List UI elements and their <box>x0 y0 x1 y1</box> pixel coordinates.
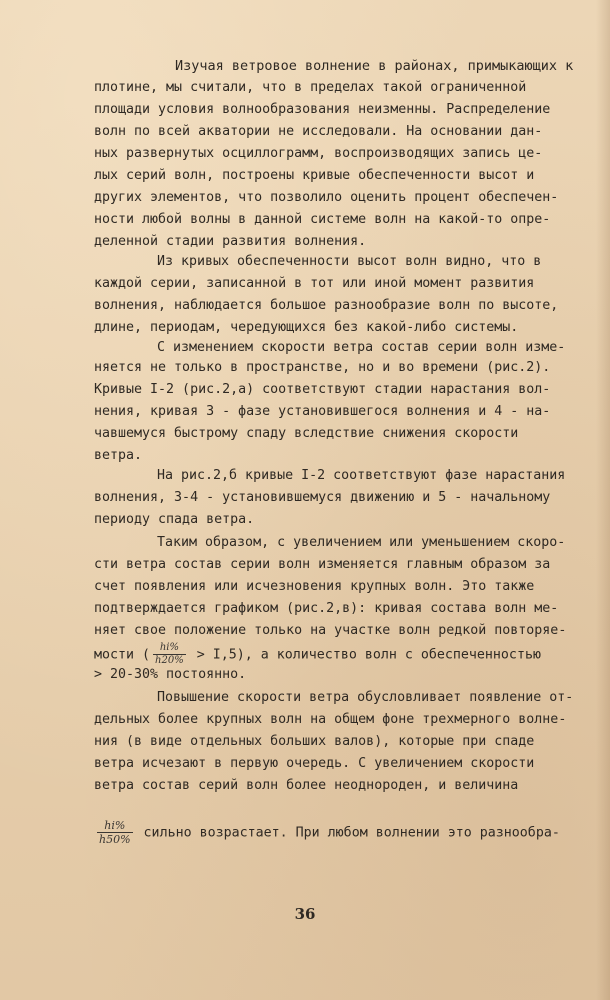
text-line: ности любой волны в данной системе волн на какой-то опре- <box>94 212 551 227</box>
text-line: ния (в виде отдельных больших валов), которые при спаде <box>94 734 535 749</box>
text-line: Таким образом, с увеличением или уменьшением скоро- <box>157 535 566 550</box>
text-line: ветра исчезают в первую очередь. С увеличением скорости <box>94 756 535 771</box>
text-line: няется не только в пространстве, но и во времени (рис.2). <box>94 360 551 375</box>
text-line: площади условия волнообразования неизменны. Распределение <box>94 102 551 117</box>
text-line: няет свое положение только на участке волн редкой повторяе- <box>94 623 567 638</box>
text-line: Повышение скорости ветра обусловливает появление от- <box>157 690 574 705</box>
text-line: дельных более крупных волн на общем фоне трехмерного волне- <box>94 712 567 727</box>
text-line: каждой серии, записанной в тот или иной момент развития <box>94 276 535 291</box>
text-line: Изучая ветровое волнение в районах, примыкающих к <box>175 58 574 74</box>
text-line-with-formula <box>94 643 541 666</box>
fraction-numerator: hi% <box>153 643 186 655</box>
text-line: чавшемуся быстрому спаду вследствие снижения скорости <box>94 426 519 441</box>
text-line: ных развернутых осциллограмм, воспроизводящих запись це- <box>94 146 543 161</box>
text-line: лых серий волн, построены кривые обеспеченности высот и <box>94 168 535 183</box>
text-line: других элементов, что позволило оценить процент обеспечен- <box>94 190 559 205</box>
text-line: подтверждается графиком (рис.2,в): кривая состава волн ме- <box>94 601 559 616</box>
text-line: > 20-30% постоянно. <box>94 667 247 682</box>
text-line: волн по всей акватории не исследовали. На основании дан- <box>94 124 543 139</box>
text-line: длине, периодам, чередующихся без какой-либо системы. <box>94 320 519 335</box>
text-line: С изменением скорости ветра состав серии волн изме- <box>157 340 566 355</box>
text-line: Кривые I-2 (рис.2,а) соответствуют стадии нарастания вол- <box>94 382 551 397</box>
text-line: волнения, 3-4 - установившемуся движению и 5 - начальному <box>94 490 551 505</box>
text-line: сти ветра состав серии волн изменяется главным образом за <box>94 557 551 572</box>
formula-suffix: > I,5), а количество волн с обеспеченностью <box>188 647 541 663</box>
text-line: периоду спада ветра. <box>94 512 255 527</box>
fraction-formula <box>97 820 133 845</box>
text-line: ветра. <box>94 448 143 463</box>
page-edge-shadow <box>596 0 610 1000</box>
fraction-formula <box>153 643 186 666</box>
fraction-denominator: h20% <box>155 655 184 666</box>
text-line: плотине, мы считали, что в пределах такой ограниченной <box>94 80 527 95</box>
text-line: волнения, наблюдается большое разнообразие волн по высоте, <box>94 298 559 313</box>
formula-suffix: сильно возрастает. При любом волнении это разнообра- <box>135 825 560 841</box>
text-line: деленной стадии развития волнения. <box>94 234 367 249</box>
text-line: счет появления или исчезновения крупных волн. Это также <box>94 579 535 594</box>
fraction-numerator: hi% <box>97 820 133 833</box>
text-line-with-formula <box>94 820 560 845</box>
formula-prefix: мости ( <box>94 647 151 663</box>
text-line: Из кривых обеспеченности высот волн видно, что в <box>157 254 542 269</box>
fraction-denominator: h50% <box>99 833 131 846</box>
text-line: На рис.2,б кривые I-2 соответствуют фазе нарастания <box>157 468 566 483</box>
text-line: ветра состав серий волн более неоднороден, и величина <box>94 778 519 793</box>
text-line: нения, кривая 3 - фазе установившегося волнения и 4 - на- <box>94 404 551 419</box>
page-number: 36 <box>294 905 316 923</box>
